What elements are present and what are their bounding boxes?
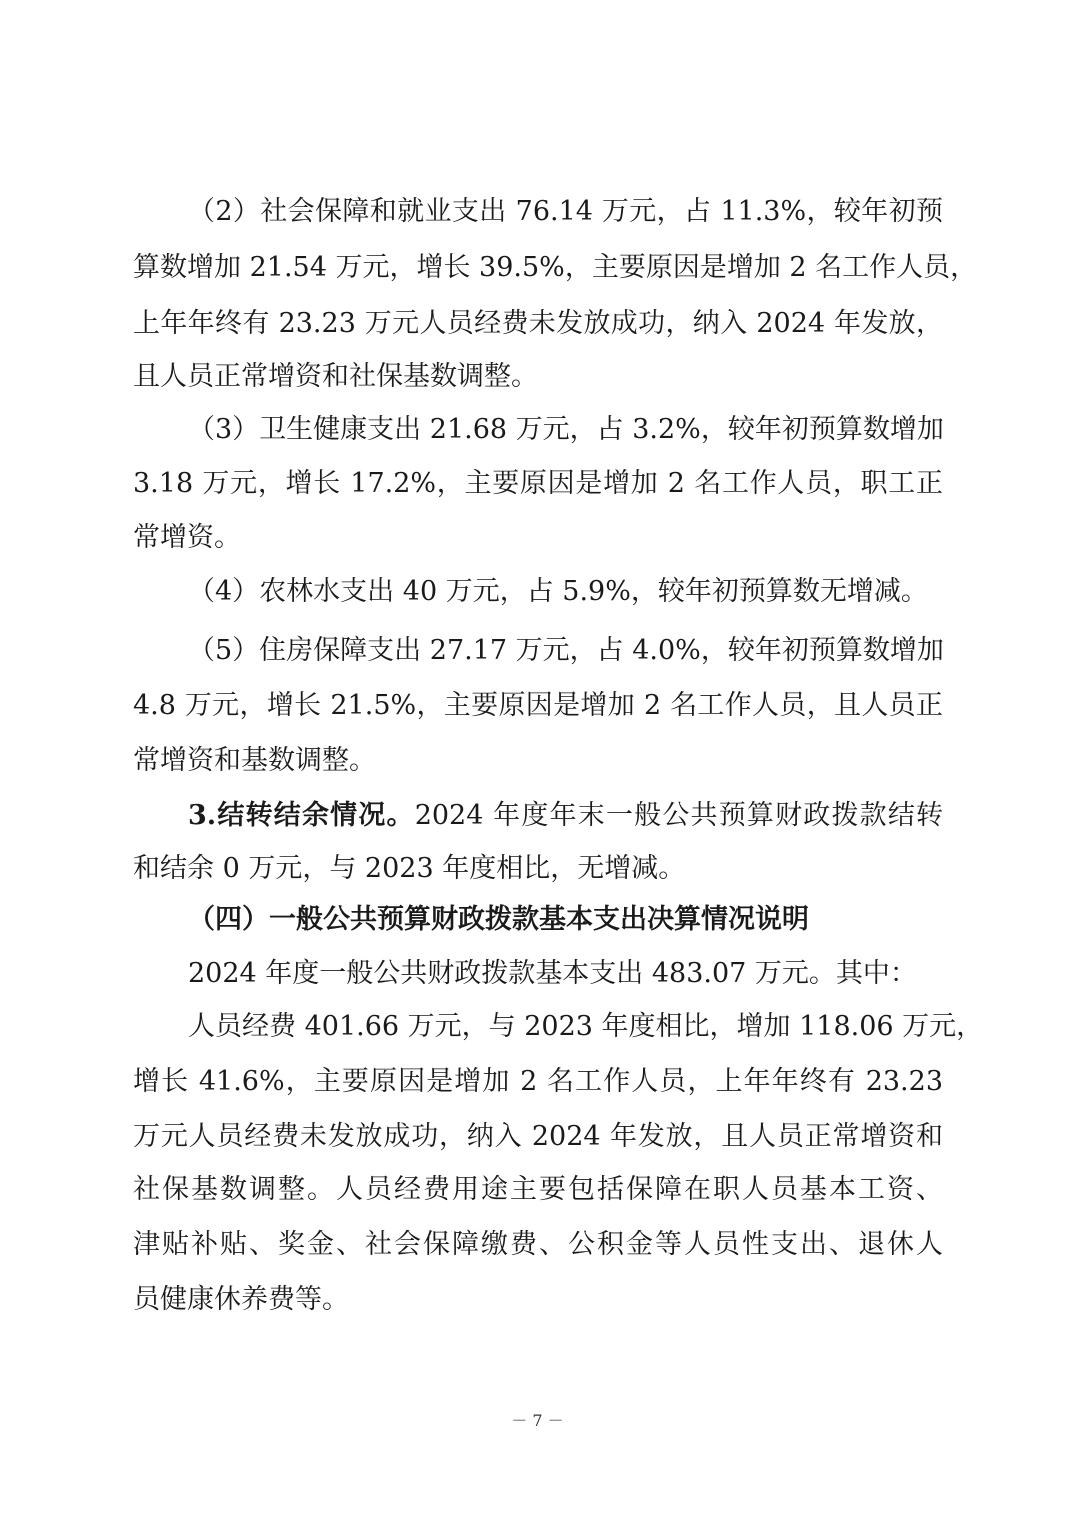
- paragraph-basic-expenditure-line-1: 2024 年度一般公共财政拨款基本支出 483.07 万元。其中：: [188, 958, 917, 989]
- section-heading-4: （四）一般公共预算财政拨款基本支出决算情况说明: [188, 904, 809, 935]
- paragraph-2-line-4: 且人员正常增资和社保基数调整。: [133, 361, 538, 392]
- paragraph-2-line-1: （2）社会保障和就业支出 76.14 万元，占 11.3%，较年初预: [188, 196, 943, 227]
- paragraph-2-line-3: 上年年终有 23.23 万元人员经费未发放成功，纳入 2024 年发放，: [133, 308, 943, 339]
- paragraph-personnel-line-6: 员健康休养费等。: [133, 1284, 349, 1315]
- carryover-text: 2024 年度年末一般公共预算财政拨款结转: [414, 800, 944, 831]
- paragraph-4-line-1: （4）农林水支出 40 万元，占 5.9%，较年初预算数无增减。: [188, 576, 928, 607]
- paragraph-5-line-2: 4.8 万元，增长 21.5%，主要原因是增加 2 名工作人员，且人员正: [133, 690, 943, 721]
- paragraph-5-line-1: （5）住房保障支出 27.17 万元，占 4.0%，较年初预算数增加: [188, 635, 944, 666]
- carryover-heading: 3.结转结余情况。: [188, 800, 415, 831]
- paragraph-personnel-line-4: 社保基数调整。人员经费用途主要包括保障在职人员基本工资、: [133, 1174, 943, 1205]
- paragraph-3-line-1: （3）卫生健康支出 21.68 万元，占 3.2%，较年初预算数增加: [188, 414, 944, 445]
- paragraph-3-line-2: 3.18 万元，增长 17.2%，主要原因是增加 2 名工作人员，职工正: [133, 468, 943, 499]
- paragraph-3-line-3: 常增资。: [133, 522, 241, 553]
- page-number: － 7 －: [511, 1411, 564, 1430]
- paragraph-2-line-2: 算数增加 21.54 万元，增长 39.5%，主要原因是增加 2 名工作人员，: [133, 252, 978, 283]
- paragraph-personnel-line-2: 增长 41.6%，主要原因是增加 2 名工作人员，上年年终有 23.23: [133, 1066, 943, 1097]
- paragraph-personnel-line-5: 津贴补贴、奖金、社会保障缴费、公积金等人员性支出、退休人: [133, 1229, 943, 1260]
- paragraph-personnel-line-3: 万元人员经费未发放成功，纳入 2024 年发放，且人员正常增资和: [133, 1121, 943, 1152]
- paragraph-carryover-line-2: 和结余 0 万元，与 2023 年度相比，无增减。: [133, 853, 686, 884]
- paragraph-5-line-3: 常增资和基数调整。: [133, 745, 376, 776]
- paragraph-personnel-line-1: 人员经费 401.66 万元，与 2023 年度相比，增加 118.06 万元，: [188, 1011, 984, 1042]
- paragraph-carryover-line-1: [188, 796, 943, 836]
